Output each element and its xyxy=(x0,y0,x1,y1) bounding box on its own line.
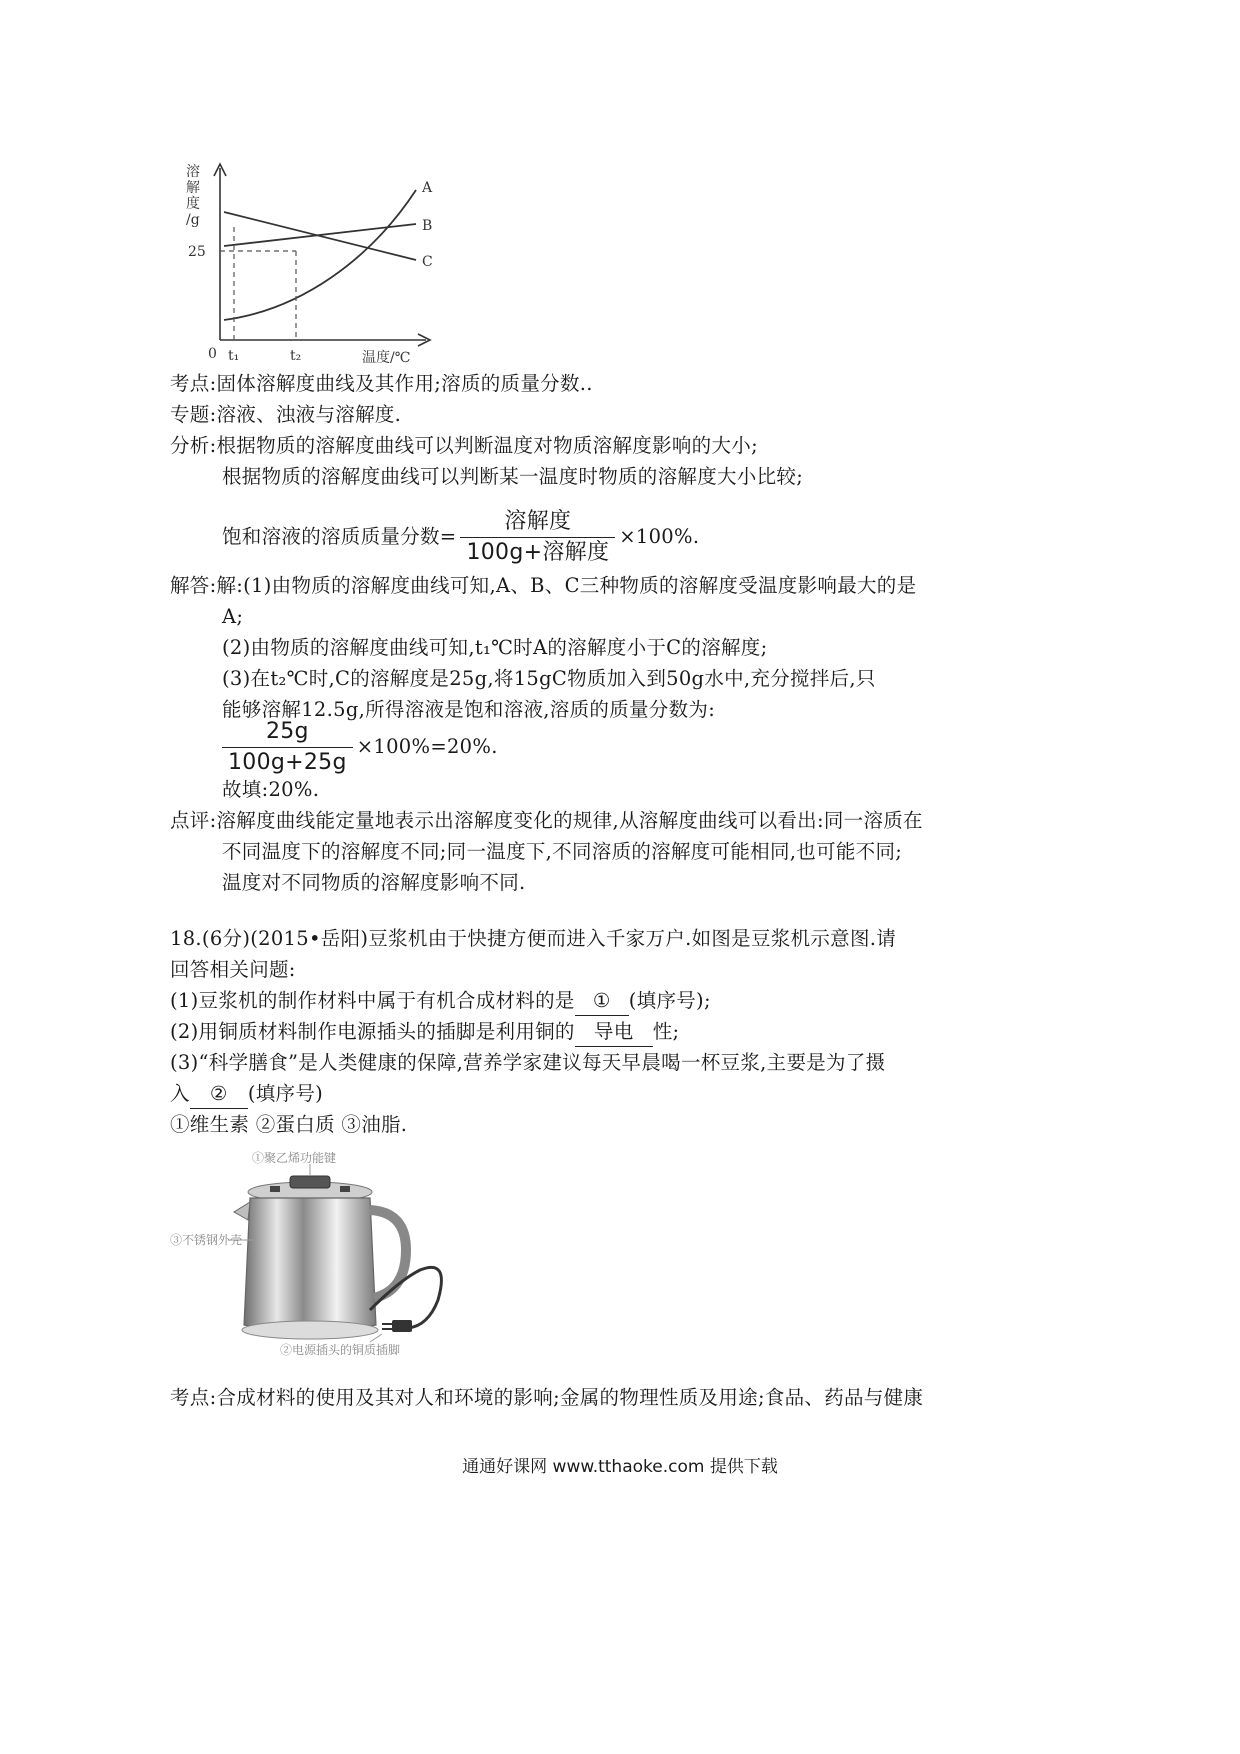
series-label-a: A xyxy=(422,180,433,196)
q18-part2-prefix: (2)用铜质材料制作电源插头的插脚是利用铜的 xyxy=(170,1020,575,1043)
jieda-text-3: (2)由物质的溶解度曲线可知,t₁℃时A的溶解度小于C的溶解度; xyxy=(222,636,768,659)
x-tick-0: 0 xyxy=(208,346,217,362)
calc-line xyxy=(218,718,498,777)
page-footer: 通通好课网 www.tthaoke.com 提供下载 xyxy=(462,1457,778,1477)
q18-part2 xyxy=(170,1018,679,1047)
q18-part3-line1: (3)“科学膳食”是人类健康的保障,营养学家建议每天早晨喝一杯豆浆,主要是为了摄 xyxy=(170,1051,886,1074)
y-tick-25: 25 xyxy=(188,244,206,260)
fenxi-text-2: 根据物质的溶解度曲线可以判断某一温度时物质的溶解度大小比较; xyxy=(222,465,804,488)
q18-text-2: 回答相关问题: xyxy=(170,958,296,981)
formula-denominator: 100g+溶解度 xyxy=(466,540,610,565)
x-label: 温度/℃ xyxy=(362,350,411,365)
dianping-line xyxy=(170,807,923,835)
fenxi-text-1: 根据物质的溶解度曲线可以判断温度对物质溶解度影响的大小; xyxy=(216,434,758,457)
q18-part3-prefix: 入 xyxy=(170,1082,190,1105)
series-label-c: C xyxy=(422,254,433,270)
calc-fraction xyxy=(222,718,353,777)
y-label-2: 解 xyxy=(186,180,200,196)
image-label-plug: ②电源插头的铜质插脚 xyxy=(280,1343,401,1357)
image-label-shell: ③不锈钢外壳 xyxy=(170,1233,243,1247)
fenxi-line xyxy=(170,432,758,460)
q18-part1-answer: ① xyxy=(575,987,629,1016)
q18-part2-suffix: 性; xyxy=(652,1020,680,1043)
curve-a xyxy=(224,190,416,320)
x-tick-t2: t₂ xyxy=(290,348,302,364)
soymilk-machine-image xyxy=(170,1150,470,1360)
image-label-function-key: ①聚乙烯功能键 xyxy=(252,1151,337,1165)
calc-suffix: ×100%=20%. xyxy=(356,735,498,758)
y-label-4: /g xyxy=(186,212,200,228)
formula-line xyxy=(222,508,699,567)
q18-part2-answer: 导电 xyxy=(575,1018,653,1047)
curve-c xyxy=(224,212,416,260)
dianping-text-3: 温度对不同物质的溶解度影响不同. xyxy=(222,871,526,894)
solubility-chart xyxy=(180,160,450,365)
q18-part3-suffix: (填序号) xyxy=(247,1082,324,1105)
formula-fraction xyxy=(460,508,615,567)
q18-part3-answer: ② xyxy=(190,1080,248,1109)
formula-prefix: 饱和溶液的溶质质量分数= xyxy=(222,525,457,548)
formula-suffix: ×100%. xyxy=(619,525,700,548)
q18-part3-line2 xyxy=(170,1080,323,1109)
dianping-text-1: 溶解度曲线能定量地表示出溶解度变化的规律,从溶解度曲线可以看出:同一溶质在 xyxy=(216,809,923,832)
kaodian2-label: 考点: xyxy=(170,1386,217,1409)
curve-b xyxy=(224,224,416,246)
machine-handle xyxy=(370,1210,406,1298)
zhuanti-text: 溶液、浊液与溶解度. xyxy=(216,403,402,426)
dianping-label: 点评: xyxy=(170,809,217,832)
q18-part1 xyxy=(170,987,711,1016)
kaodian-label: 考点: xyxy=(170,372,217,395)
dianping-text-2: 不同温度下的溶解度不同;同一温度下,不同溶质的溶解度可能相同,也可能不同; xyxy=(222,840,903,863)
machine-body xyxy=(244,1198,376,1332)
guti-text: 故填:20%. xyxy=(222,778,320,801)
kaodian-line xyxy=(170,370,593,398)
jieda-line xyxy=(170,572,916,600)
zhuanti-label: 专题: xyxy=(170,403,217,426)
calc-numerator: 25g xyxy=(222,718,353,748)
x-tick-t1: t₁ xyxy=(228,348,240,364)
zhuanti-line xyxy=(170,401,401,429)
q18-options: ①维生素 ②蛋白质 ③油脂. xyxy=(170,1113,408,1136)
jieda-text-2: A; xyxy=(222,605,244,628)
series-label-b: B xyxy=(422,218,433,234)
q18-part1-prefix: (1)豆浆机的制作材料中属于有机合成材料的是 xyxy=(170,989,575,1012)
y-label-3: 度 xyxy=(186,196,200,212)
kaodian-text: 固体溶解度曲线及其作用;溶质的质量分数.. xyxy=(216,372,593,395)
formula-numerator: 溶解度 xyxy=(460,508,615,538)
jieda-text-5: 能够溶解12.5g,所得溶液是饱和溶液,溶质的质量分数为: xyxy=(222,698,716,721)
jieda-label: 解答: xyxy=(170,574,217,597)
y-label-1: 溶 xyxy=(186,164,200,180)
jieda-text-1: 解:(1)由物质的溶解度曲线可知,A、B、C三种物质的溶解度受温度影响最大的是 xyxy=(216,574,917,597)
kaodian2-text: 合成材料的使用及其对人和环境的影响;金属的物理性质及用途;食品、药品与健康 xyxy=(216,1386,924,1409)
q18-text-1: 18.(6分)(2015•岳阳)豆浆机由于快捷方便而进入千家万户.如图是豆浆机示意图.请 xyxy=(170,927,897,950)
function-key xyxy=(290,1176,330,1188)
fenxi-label: 分析: xyxy=(170,434,217,457)
q18-part1-suffix: (填序号); xyxy=(628,989,711,1012)
power-plug xyxy=(392,1320,412,1332)
jieda-text-4: (3)在t₂℃时,C的溶解度是25g,将15gC物质加入到50g水中,充分搅拌后,只 xyxy=(222,667,876,690)
calc-denominator: 100g+25g xyxy=(228,750,347,775)
kaodian2-line xyxy=(170,1384,923,1412)
